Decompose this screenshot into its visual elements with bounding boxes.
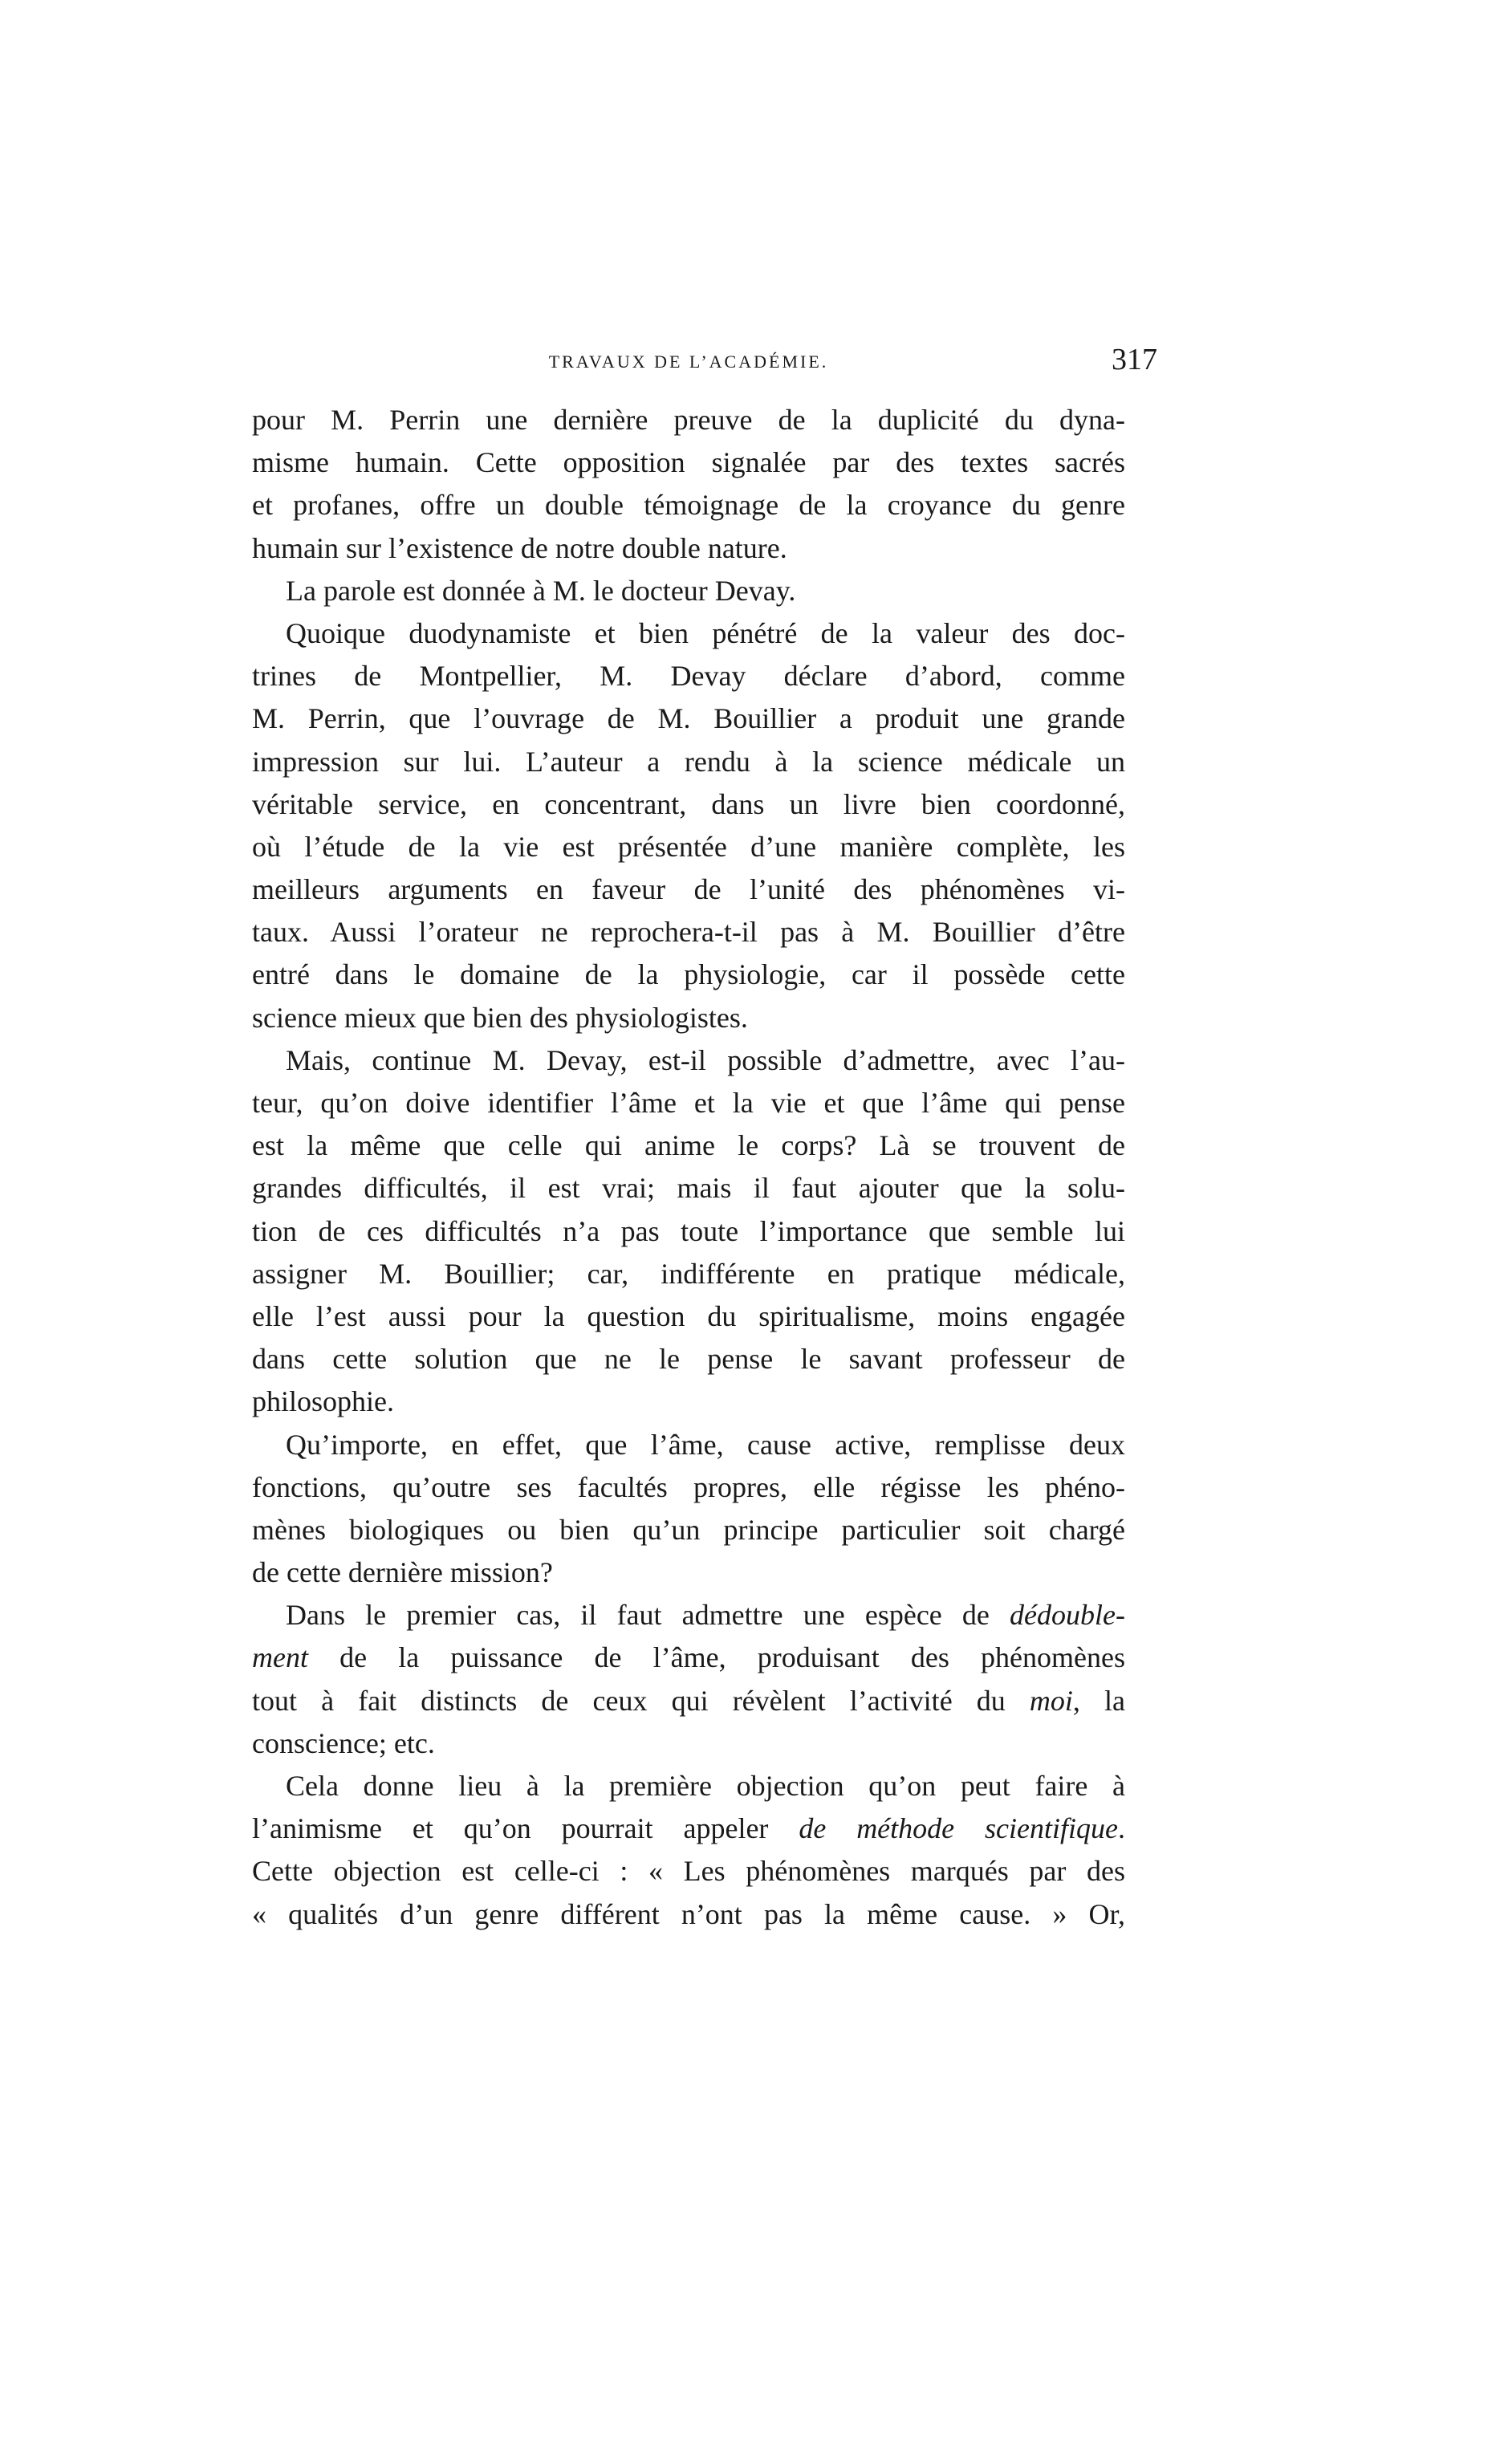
text-segment: teur, qu’on doive identifier l’âme et la vie et que l’âme qui pense [252,1087,1125,1119]
text-line [252,1722,1125,1765]
text-segment: fonctions, qu’outre ses facultés propres, elle régisse les phéno- [252,1470,1125,1503]
text-segment: conscience; etc. [252,1726,435,1759]
text-segment: tion de ces difficultés n’a pas toute l’importance que semble lui [252,1214,1125,1247]
text-line [252,1466,1125,1509]
text-segment: philosophie. [252,1385,394,1418]
text-segment: impression sur lui. L’auteur a rendu à la science médicale un [252,745,1125,778]
text-line [252,1124,1125,1167]
text-segment: grandes difficultés, il est vrai; mais il faut ajouter que la solu- [252,1172,1125,1205]
text-segment: pour M. Perrin une dernière preuve de la duplicité du dyna- [252,404,1125,436]
text-segment: de la puissance de l’âme, produisant des phénomènes [307,1641,1125,1674]
text-segment: tout à fait distincts de ceux qui révèlent l’activité du [252,1684,1030,1717]
text-segment: est la même que celle qui anime le corps? Là se trouvent de [252,1129,1125,1162]
text-segment: Qu’importe, en effet, que l’âme, cause active, remplisse deux [286,1428,1125,1461]
text-segment: humain sur l’existence de notre double nature. [252,531,787,564]
text-line [252,826,1125,868]
text-segment: « qualités d’un genre différent n’ont pas la même cause. » Or, [252,1897,1125,1930]
text-line [252,527,1125,570]
text-line [252,1253,1125,1295]
text-segment: Cette objection est celle-ci : « Les phénomènes marqués par des [252,1855,1125,1888]
text-line [252,997,1125,1039]
text-segment: , la [1072,1684,1125,1717]
text-line [252,1509,1125,1551]
text-line [252,953,1125,996]
text-segment: l’animisme et qu’on pourrait appeler [252,1812,799,1845]
text-line [252,783,1125,826]
text-segment: taux. Aussi l’orateur ne reprochera-t-il pas à M. Bouillier d’être [252,916,1125,949]
text-line [252,1338,1125,1380]
text-line [252,868,1125,911]
text-line [252,1082,1125,1124]
text-line [252,1551,1125,1594]
text-segment: assigner M. Bouillier; car, indifférente en pratique médicale, [252,1257,1125,1290]
text-line [252,1680,1125,1722]
text-line [252,1807,1125,1850]
page-number: 317 [1112,343,1157,376]
text-line [252,911,1125,953]
text-segment: mènes biologiques ou bien qu’un principe particulier soit chargé [252,1513,1125,1546]
text-segment: La parole est donnée à M. le docteur Devay. [286,574,796,607]
text-line [252,1765,1125,1807]
text-line [252,612,1125,655]
text-segment: trines de Montpellier, M. Devay déclare d’abord, comme [252,660,1125,693]
text-segment: dans cette solution que ne le pense le savant professeur de [252,1343,1125,1376]
text-segment: Dans le premier cas, il faut admettre une espèce de [286,1599,1010,1632]
text-line [252,1893,1125,1936]
text-segment: meilleurs arguments en faveur de l’unité des phénomènes vi- [252,873,1125,906]
text-line [252,655,1125,697]
text-line [252,441,1125,484]
text-segment: de cette dernière mission? [252,1556,553,1589]
running-head-title: TRAVAUX DE L’ACADÉMIE. [548,352,829,372]
text-line [252,570,1125,612]
text-line [252,697,1125,740]
text-line [252,1850,1125,1893]
text-segment: Mais, continue M. Devay, est-il possible d’admettre, avec l’au- [286,1043,1125,1076]
italic-text: de méthode scientifique [799,1812,1118,1845]
text-line [252,484,1125,527]
text-segment: véritable service, en concentrant, dans un livre bien coordonné, [252,787,1125,820]
text-segment: . [1118,1812,1125,1845]
italic-text: ment [252,1641,308,1674]
text-line [252,399,1125,441]
running-head [252,343,1157,382]
text-line [252,1424,1125,1466]
text-segment: entré dans le domaine de la physiologie, car il possède cette [252,958,1125,991]
text-line [252,1594,1125,1637]
text-segment: science mieux que bien des physiologistes. [252,1001,748,1034]
text-line [252,1637,1125,1679]
text-segment: elle l’est aussi pour la question du spiritualisme, moins engagée [252,1299,1125,1332]
text-line [252,1039,1125,1082]
text-segment: Quoique duodynamiste et bien pénétré de la valeur des doc- [286,616,1125,649]
text-segment: et profanes, offre un double témoignage de la croyance du genre [252,489,1125,522]
text-segment: misme humain. Cette opposition signalée par des textes sacrés [252,446,1125,479]
text-segment: où l’étude de la vie est présentée d’une manière complète, les [252,830,1125,863]
body-text [252,399,1125,1936]
text-line [252,1295,1125,1338]
text-segment: M. Perrin, que l’ouvrage de M. Bouillier a produit une grande [252,702,1125,735]
italic-text: dédouble- [1010,1599,1125,1632]
text-line [252,1167,1125,1210]
italic-text: moi [1029,1684,1073,1717]
text-line [252,741,1125,783]
text-segment: Cela donne lieu à la première objection qu’on peut faire à [286,1770,1125,1802]
text-line [252,1210,1125,1253]
text-line [252,1380,1125,1423]
